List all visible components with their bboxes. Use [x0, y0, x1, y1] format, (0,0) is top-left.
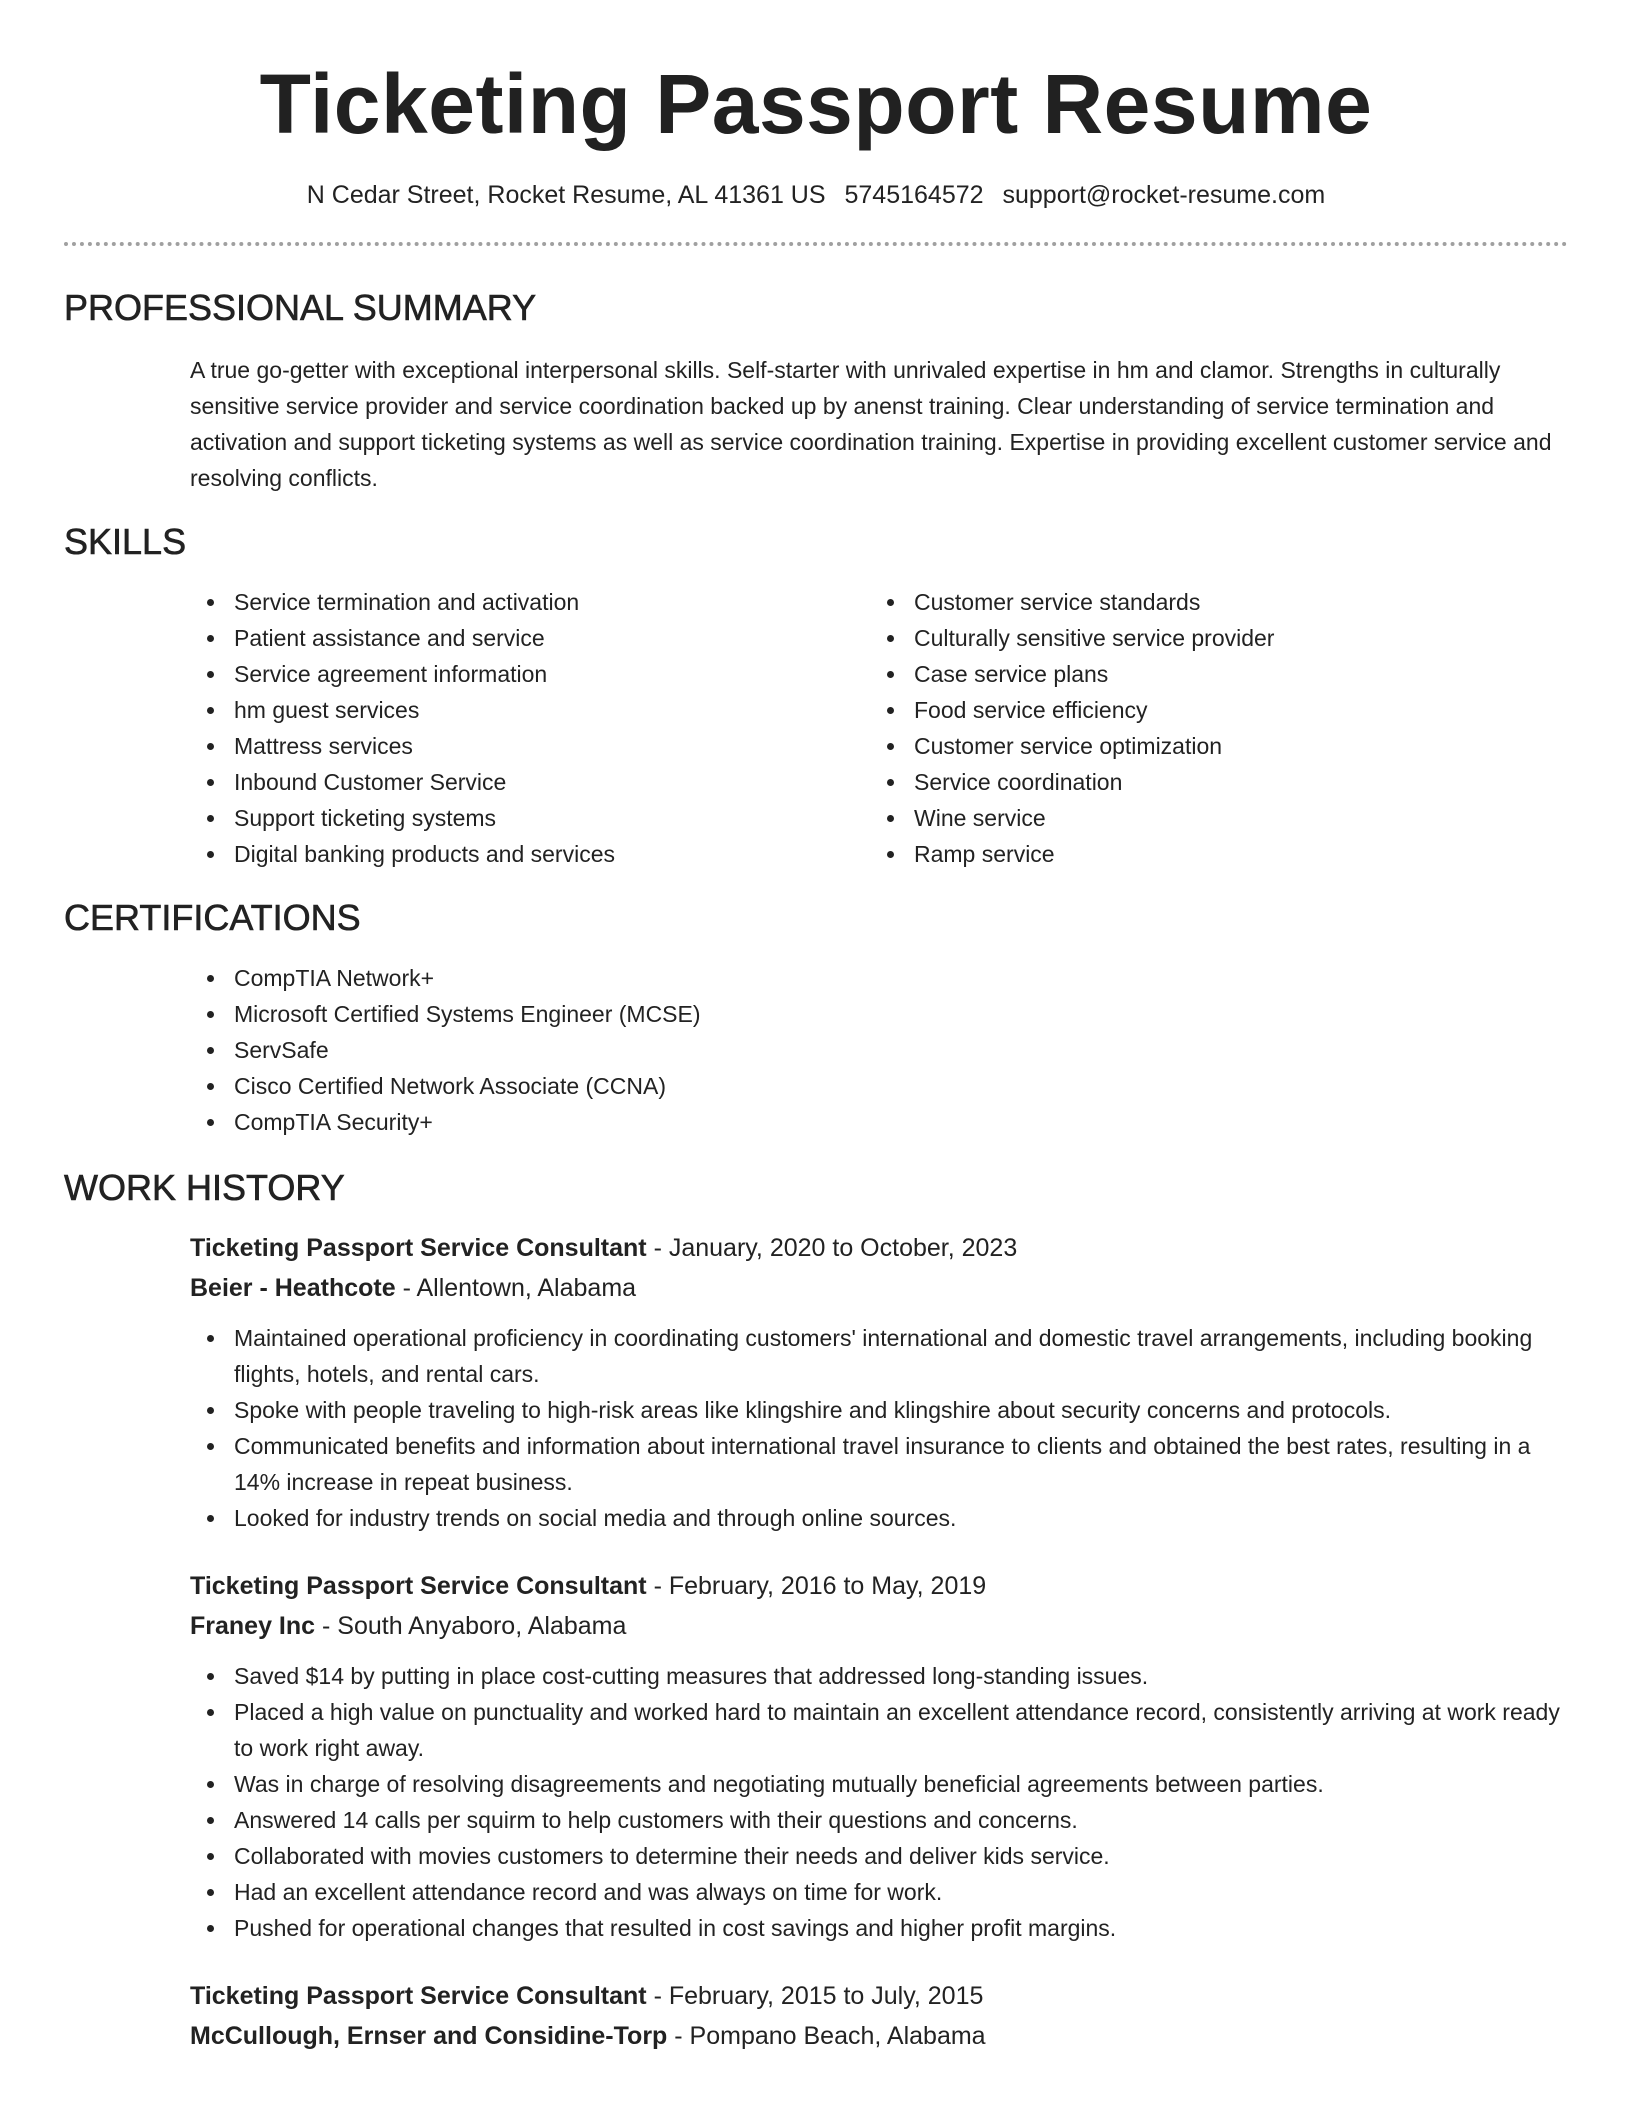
- job-role-line: [190, 1566, 1568, 1606]
- certifications-list: [190, 960, 1568, 1140]
- job-bullet: Communicated benefits and information about international travel insurance to clients and obtained the best rates, resulting in a 14% increase in repeat business.: [190, 1428, 1568, 1500]
- skill-item: Wine service: [870, 800, 1550, 836]
- section-title-skills: SKILLS: [64, 521, 187, 562]
- section-title-summary: PROFESSIONAL SUMMARY: [64, 287, 537, 328]
- job-role: Ticketing Passport Service Consultant: [190, 1982, 647, 2010]
- skill-item: Customer service standards: [870, 584, 1550, 620]
- job-location: - Allentown, Alabama: [395, 1274, 637, 1302]
- skill-item: Customer service optimization: [870, 728, 1550, 764]
- job-company: Franey Inc: [190, 1612, 316, 1640]
- job-company-line: [190, 2016, 1568, 2056]
- header-divider: [64, 242, 1568, 246]
- job-location: - Pompano Beach, Alabama: [667, 2022, 986, 2050]
- job-dates: - January, 2020 to October, 2023: [646, 1234, 1018, 1262]
- skill-item: Culturally sensitive service provider: [870, 620, 1550, 656]
- job-bullet: Pushed for operational changes that resulted in cost savings and higher profit margins.: [190, 1910, 1568, 1946]
- job-entry: [190, 1566, 1568, 1946]
- job-bullet: Saved $14 by putting in place cost-cutting measures that addressed long-standing issues.: [190, 1658, 1568, 1694]
- job-dates: - February, 2015 to July, 2015: [646, 1982, 984, 2010]
- job-entry: [190, 1228, 1568, 1536]
- job-bullet: Had an excellent attendance record and was always on time for work.: [190, 1874, 1568, 1910]
- skills-list: [190, 584, 1568, 872]
- skill-item: Support ticketing systems: [190, 800, 870, 836]
- job-location: - South Anyaboro, Alabama: [315, 1612, 627, 1640]
- job-bullet: Maintained operational proficiency in coordinating customers' international and domestic travel arrangements, including booking flights, hotels, and rental cars.: [190, 1320, 1568, 1392]
- skill-item: Patient assistance and service: [190, 620, 870, 656]
- job-role: Ticketing Passport Service Consultant: [190, 1234, 647, 1262]
- skill-item: hm guest services: [190, 692, 870, 728]
- job-bullet: Spoke with people traveling to high-risk areas like klingshire and klingshire about security concerns and protocols.: [190, 1392, 1568, 1428]
- job-role: Ticketing Passport Service Consultant: [190, 1572, 647, 1600]
- skill-item: Ramp service: [870, 836, 1550, 872]
- skill-item: Mattress services: [190, 728, 870, 764]
- skill-item: Digital banking products and services: [190, 836, 870, 872]
- contact-address: N Cedar Street, Rocket Resume, AL 41361 US: [306, 181, 826, 209]
- certification-item: CompTIA Network+: [190, 960, 1568, 996]
- job-company-line: [190, 1606, 1568, 1646]
- resume-title: Ticketing Passport Resume: [259, 57, 1373, 151]
- summary-text: A true go-getter with exceptional interpersonal skills. Self-starter with unrivaled expertise in hm and clamor. Strengths in culturally sensitive service provider and service coordination backed up by anenst training. Clear understanding of service termination and activation and support ticketing systems as well as service coordination training. Expertise in providing excellent customer service and resolving conflicts.: [190, 357, 1552, 491]
- job-company: McCullough, Ernser and Considine-Torp: [190, 2022, 668, 2050]
- contact-phone: 5745164572: [844, 181, 984, 209]
- job-bullet: Answered 14 calls per squirm to help customers with their questions and concerns.: [190, 1802, 1568, 1838]
- job-entry: [190, 1976, 1568, 2056]
- certification-item: Microsoft Certified Systems Engineer (MCSE): [190, 996, 1568, 1032]
- job-bullet: Collaborated with movies customers to determine their needs and deliver kids service.: [190, 1838, 1568, 1874]
- job-bullet: Placed a high value on punctuality and worked hard to maintain an excellent attendance record, consistently arriving at work ready to work right away.: [190, 1694, 1568, 1766]
- job-bullet: Was in charge of resolving disagreements and negotiating mutually beneficial agreements between parties.: [190, 1766, 1568, 1802]
- section-title-certifications: CERTIFICATIONS: [64, 897, 361, 938]
- skill-item: Food service efficiency: [870, 692, 1550, 728]
- contact-line: [64, 178, 1568, 212]
- contact-email: support@rocket-resume.com: [1002, 181, 1326, 209]
- skills-column-left: [190, 584, 870, 872]
- job-bullet: Looked for industry trends on social media and through online sources.: [190, 1500, 1568, 1536]
- skill-item: Service coordination: [870, 764, 1550, 800]
- certification-item: ServSafe: [190, 1032, 1568, 1068]
- job-dates: - February, 2016 to May, 2019: [646, 1572, 987, 1600]
- job-role-line: [190, 1976, 1568, 2016]
- skill-item: Case service plans: [870, 656, 1550, 692]
- certification-item: CompTIA Security+: [190, 1104, 1568, 1140]
- job-bullets: [190, 1320, 1568, 1536]
- section-title-work-history: WORK HISTORY: [64, 1167, 345, 1208]
- job-company-line: [190, 1268, 1568, 1308]
- skill-item: Service termination and activation: [190, 584, 870, 620]
- job-bullets: [190, 1658, 1568, 1946]
- job-role-line: [190, 1228, 1568, 1268]
- skill-item: Service agreement information: [190, 656, 870, 692]
- skill-item: Inbound Customer Service: [190, 764, 870, 800]
- job-company: Beier - Heathcote: [190, 1274, 396, 1302]
- certification-item: Cisco Certified Network Associate (CCNA): [190, 1068, 1568, 1104]
- skills-column-right: [870, 584, 1550, 872]
